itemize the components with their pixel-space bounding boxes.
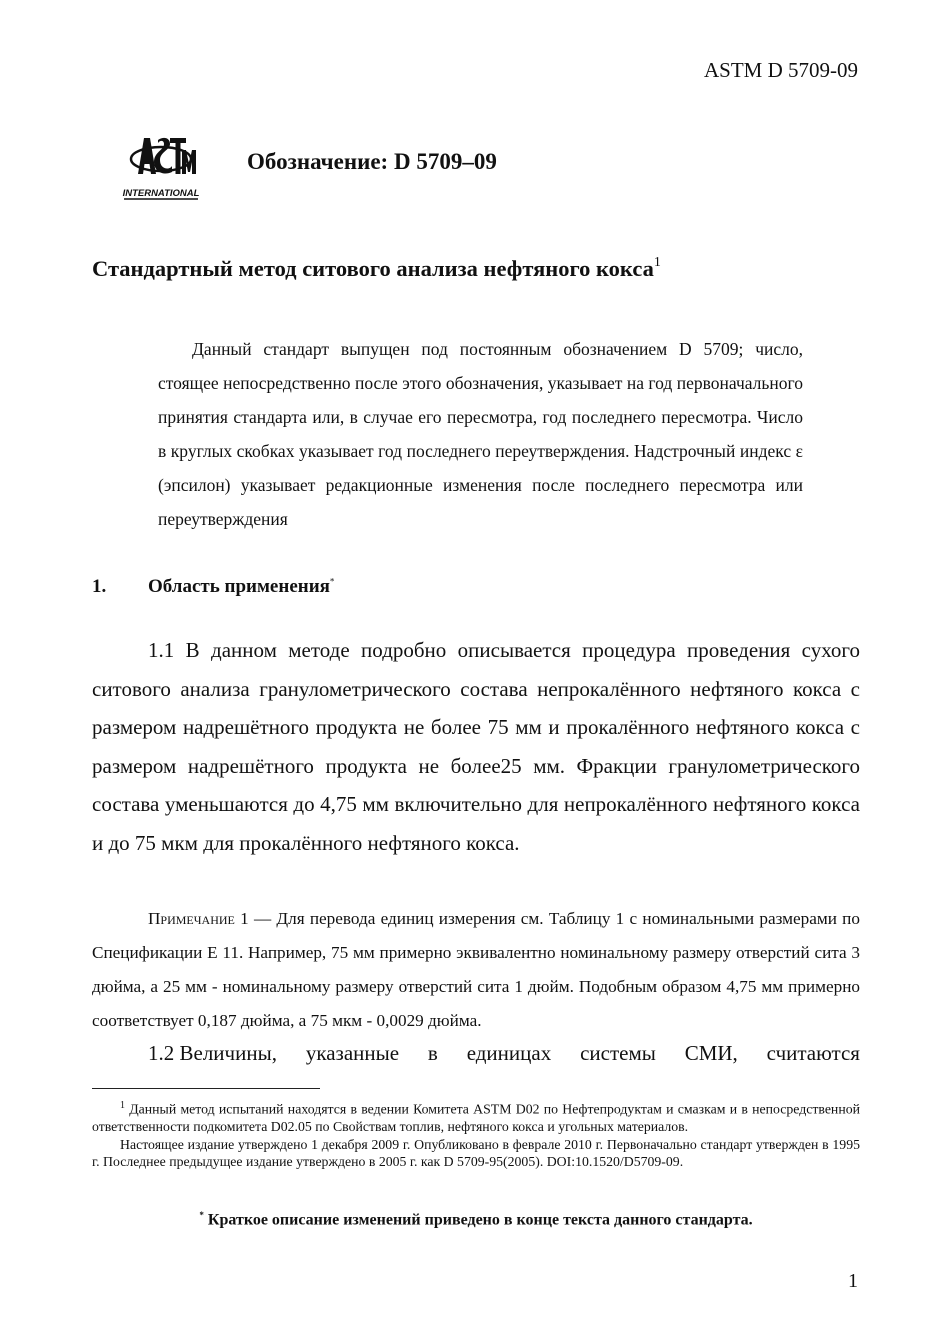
- logo-text: INTERNATIONAL: [122, 188, 200, 199]
- document-title: [92, 256, 661, 282]
- page-number: 1: [848, 1270, 858, 1292]
- paragraph-1-2-word: считаются: [766, 1041, 860, 1065]
- section-title: Область применения: [148, 576, 330, 597]
- paragraph-1-2-word: единицах: [466, 1041, 552, 1065]
- intro-note: [158, 332, 803, 536]
- title-footnote-mark: 1: [653, 254, 661, 270]
- paragraph-1-2-word: указанные: [305, 1041, 400, 1065]
- footnote-star-text: Краткое описание изменений приведено в конце текста данного стандарта.: [203, 1211, 753, 1229]
- note-label: Примечание 1: [148, 909, 249, 928]
- note-text: — Для перевода единиц измерения см. Таблицу 1 с номинальными размерами по Спецификации E 11. Например, 75 мм примерно эквивалентно номинальному размеру отверстий сита 3 дюйма, а 25 мм - номинальному размеру отверстий сита 1 дюйм. Подобным образом 4,75 мм примерно соответствует 0,187 дюйма, а 75 мкм - 0,0029 дюйма.: [92, 909, 860, 1030]
- paragraph-1-1: [92, 631, 860, 862]
- paragraph-1-1-text: 1.1 В данном методе подробно описывается процедура проведения сухого ситового анализа гранулометрического состава непрокалённого нефтяного кокса с размером надрешётного продукта не более 75 мм и прокалённого нефтяного кокса с размером надрешётного продукта не более25 мм. Фракции гранулометрического состава уменьшаются до 4,75 мм включительно для непрокалённого нефтяного кокса и до 75 мкм для прокалённого нефтяного кокса.: [92, 638, 860, 855]
- paragraph-1-2-word: СМИ,: [684, 1041, 738, 1065]
- footnote-1: [92, 1097, 860, 1136]
- footnote-star: [92, 1210, 860, 1229]
- paragraph-1-2: [92, 1034, 860, 1073]
- paragraph-1-2-word: в: [427, 1041, 438, 1065]
- section-mark: *: [329, 576, 335, 587]
- footnote-1-text: Данный метод испытаний находятся в ведении Комитета ASTM D02 по Нефтепродуктам и смазкам и в непосредственной ответственности подкомитета D02.05 по Свойствам топлив, нефтяного кокса и угольных материалов.: [92, 1101, 860, 1135]
- footnote-star-mark: *: [199, 1210, 204, 1220]
- intro-note-text: Данный стандарт выпущен под постоянным обозначением D 5709; число, стоящее непосредственно после этого обозначения, указывает на год первоначального принятия стандарта или, в случае его пересмотра, год последнего пересмотра. Число в круглых скобках указывает год последнего переутверждения. Надстрочный индекс ε (эпсилон) указывает редакционные изменения после последнего пересмотра или переутверждения: [158, 339, 803, 529]
- footnote-1-mark: 1: [120, 1100, 125, 1111]
- paragraph-1-2-word: системы: [580, 1041, 656, 1065]
- title-text: Стандартный метод ситового анализа нефтяного кокса: [92, 256, 654, 281]
- section-number: 1.: [92, 576, 107, 597]
- designation: Обозначение: D 5709–09: [247, 149, 497, 174]
- footnote-separator: [92, 1088, 320, 1089]
- astm-logo: [120, 130, 202, 202]
- footnotes: [92, 1097, 860, 1171]
- note-1: [92, 902, 860, 1038]
- paragraph-1-2-word: 1.2 Величины,: [148, 1041, 277, 1065]
- footnote-edition: Настоящее издание утверждено 1 декабря 2009 г. Опубликовано в феврале 2010 г. Первоначально стандарт утвержден в 1995 г. Последнее предыдущее издание утверждено в 2005 г. как D 5709-95(2005). DOI:10.1520/D5709-09.: [92, 1136, 860, 1170]
- document-code: ASTM D 5709-09: [703, 58, 858, 82]
- section-heading: [92, 576, 334, 598]
